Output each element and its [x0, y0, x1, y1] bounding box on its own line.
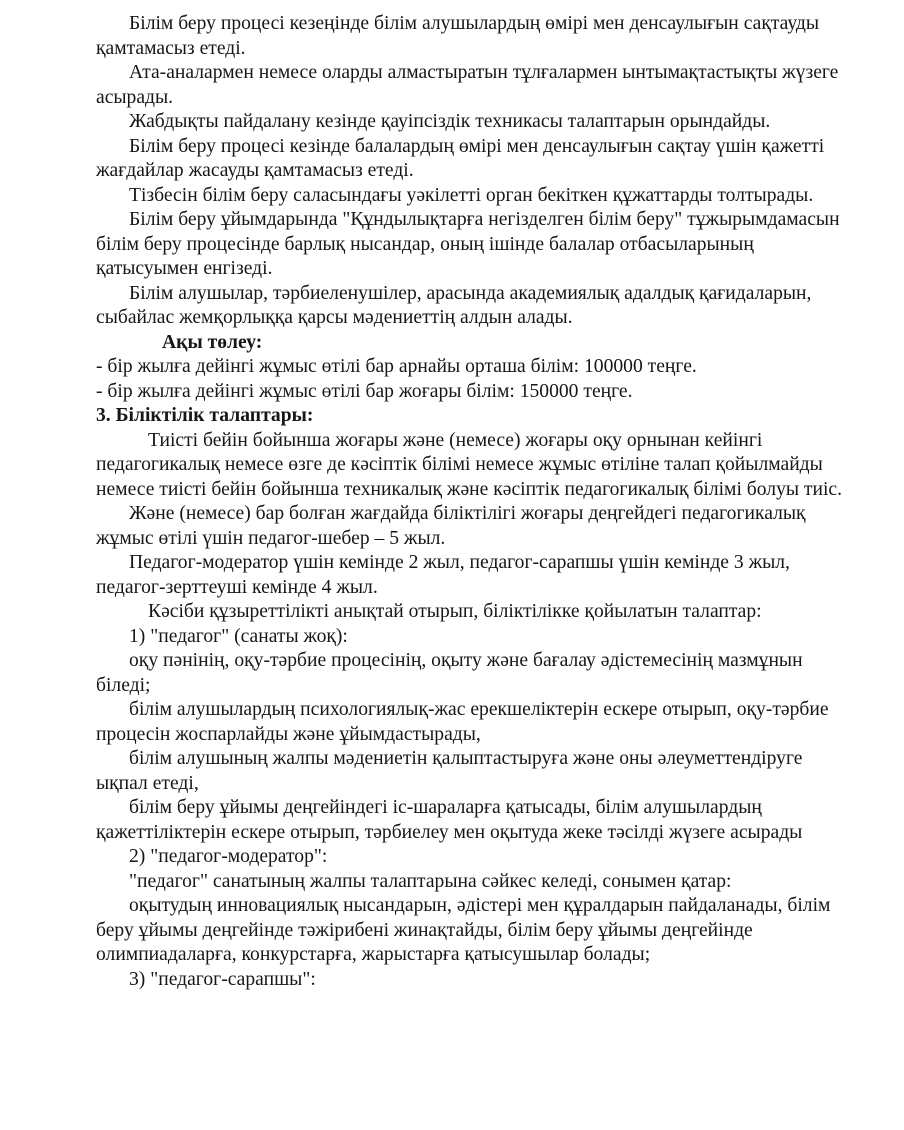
pay-item: - бір жылға дейінгі жұмыс өтілі бар арнайы орташа білім: 100000 теңге. — [96, 356, 697, 377]
paragraph: Ата-аналармен немесе оларды алмастыратын тұлғалармен ынтымақтастықты жүзеге асырады. — [96, 62, 839, 108]
list-item: оқу пәнінің, оқу-тәрбие процесінің, оқыту және бағалау әдістемесінің мазмұнын біледі; — [96, 650, 803, 696]
level-title: 3) "педагог-сарапшы": — [129, 968, 316, 990]
paragraph: Білім беру ұйымдарында "Құндылықтарға негізделген білім беру" тұжырымдамасын білім беру процесінде барлық нысандар, оның ішінде балалар отбасыларының қатысуымен енгізеді. — [96, 209, 840, 279]
list-item: білім алушылардың психологиялық-жас ерекшеліктерін ескере отырып, оқу-тәрбие процесін жоспарлайды және ұйымдастырады, — [96, 699, 829, 745]
paragraph: Білім беру процесі кезеңінде білім алушылардың өмірі мен денсаулығын сақтауды қамтамасыз етеді. — [96, 13, 820, 59]
paragraph: Педагог-модератор үшін кемінде 2 жыл, педагог-сарапшы үшін кемінде 3 жыл, педагог-зерттеуші кемінде 4 жыл. — [96, 552, 790, 598]
paragraph: Тиісті бейін бойынша жоғары және (немесе) жоғары оқу орнынан кейінгі педагогикалық немесе өзге де кәсіптік білімі немесе жұмыс өтіліне талап қойылмайды немесе тиісті бейін бойынша техникалық және кәсіптік педагогикалық білімі болуы тиіс. — [96, 429, 843, 500]
list-item: "педагог" санатының жалпы талаптарына сәйкес келеді, сонымен қатар: — [129, 870, 732, 892]
level-title: 1) "педагог" (санаты жоқ): — [129, 625, 348, 647]
pay-item: - бір жылға дейінгі жұмыс өтілі бар жоғары білім: 150000 теңге. — [96, 380, 633, 402]
list-item: білім беру ұйымы деңгейіндегі іс-шараларға қатысады, білім алушылардың қажеттіліктерін ескере отырып, тәрбиелеу мен оқытуда жеке тәсілді жүзеге асырады — [96, 797, 803, 843]
list-item: білім алушының жалпы мәдениетін қалыптастыруға және оны әлеуметтендіруге ықпал етеді, — [96, 748, 803, 794]
paragraph: Білім алушылар, тәрбиеленушілер, арасында академиялық адалдық қағидаларын, сыбайлас жемқорлыққа қарсы мәдениеттің алдын алады. — [96, 282, 812, 328]
list-item: оқытудың инновациялық нысандарын, әдістері мен құралдарын пайдаланады, білім беру ұйымы деңгейінде тәжірибені жинақтайды, білім беру ұйымы деңгейінде олимпиадаларға, конкурстарға, жарыстарға қатысушылар болады; — [96, 895, 831, 965]
paragraph: Білім беру процесі кезінде балалардың өмірі мен денсаулығын сақтау үшін қажетті жағдайлар жасауды қамтамасыз етеді. — [96, 135, 825, 181]
level-title: 2) "педагог-модератор": — [129, 846, 328, 867]
paragraph: Және (немесе) бар болған жағдайда біліктілігі жоғары деңгейдегі педагогикалық жұмыс өтілі үшін педагог-шебер – 5 жыл. — [96, 503, 806, 549]
pay-heading: Ақы төлеу: — [162, 331, 263, 353]
section-heading: 3. Біліктілік талаптары: — [96, 405, 314, 426]
paragraph: Тізбесін білім беру саласындағы уәкілетті орган бекіткен құжаттарды толтырады. — [129, 184, 814, 206]
competency-intro: Кәсіби құзыреттілікті анықтай отырып, біліктілікке қойылатын талаптар: — [148, 601, 762, 622]
paragraph: Жабдықты пайдалану кезінде қауіпсіздік техникасы талаптарын орындайды. — [129, 111, 771, 132]
